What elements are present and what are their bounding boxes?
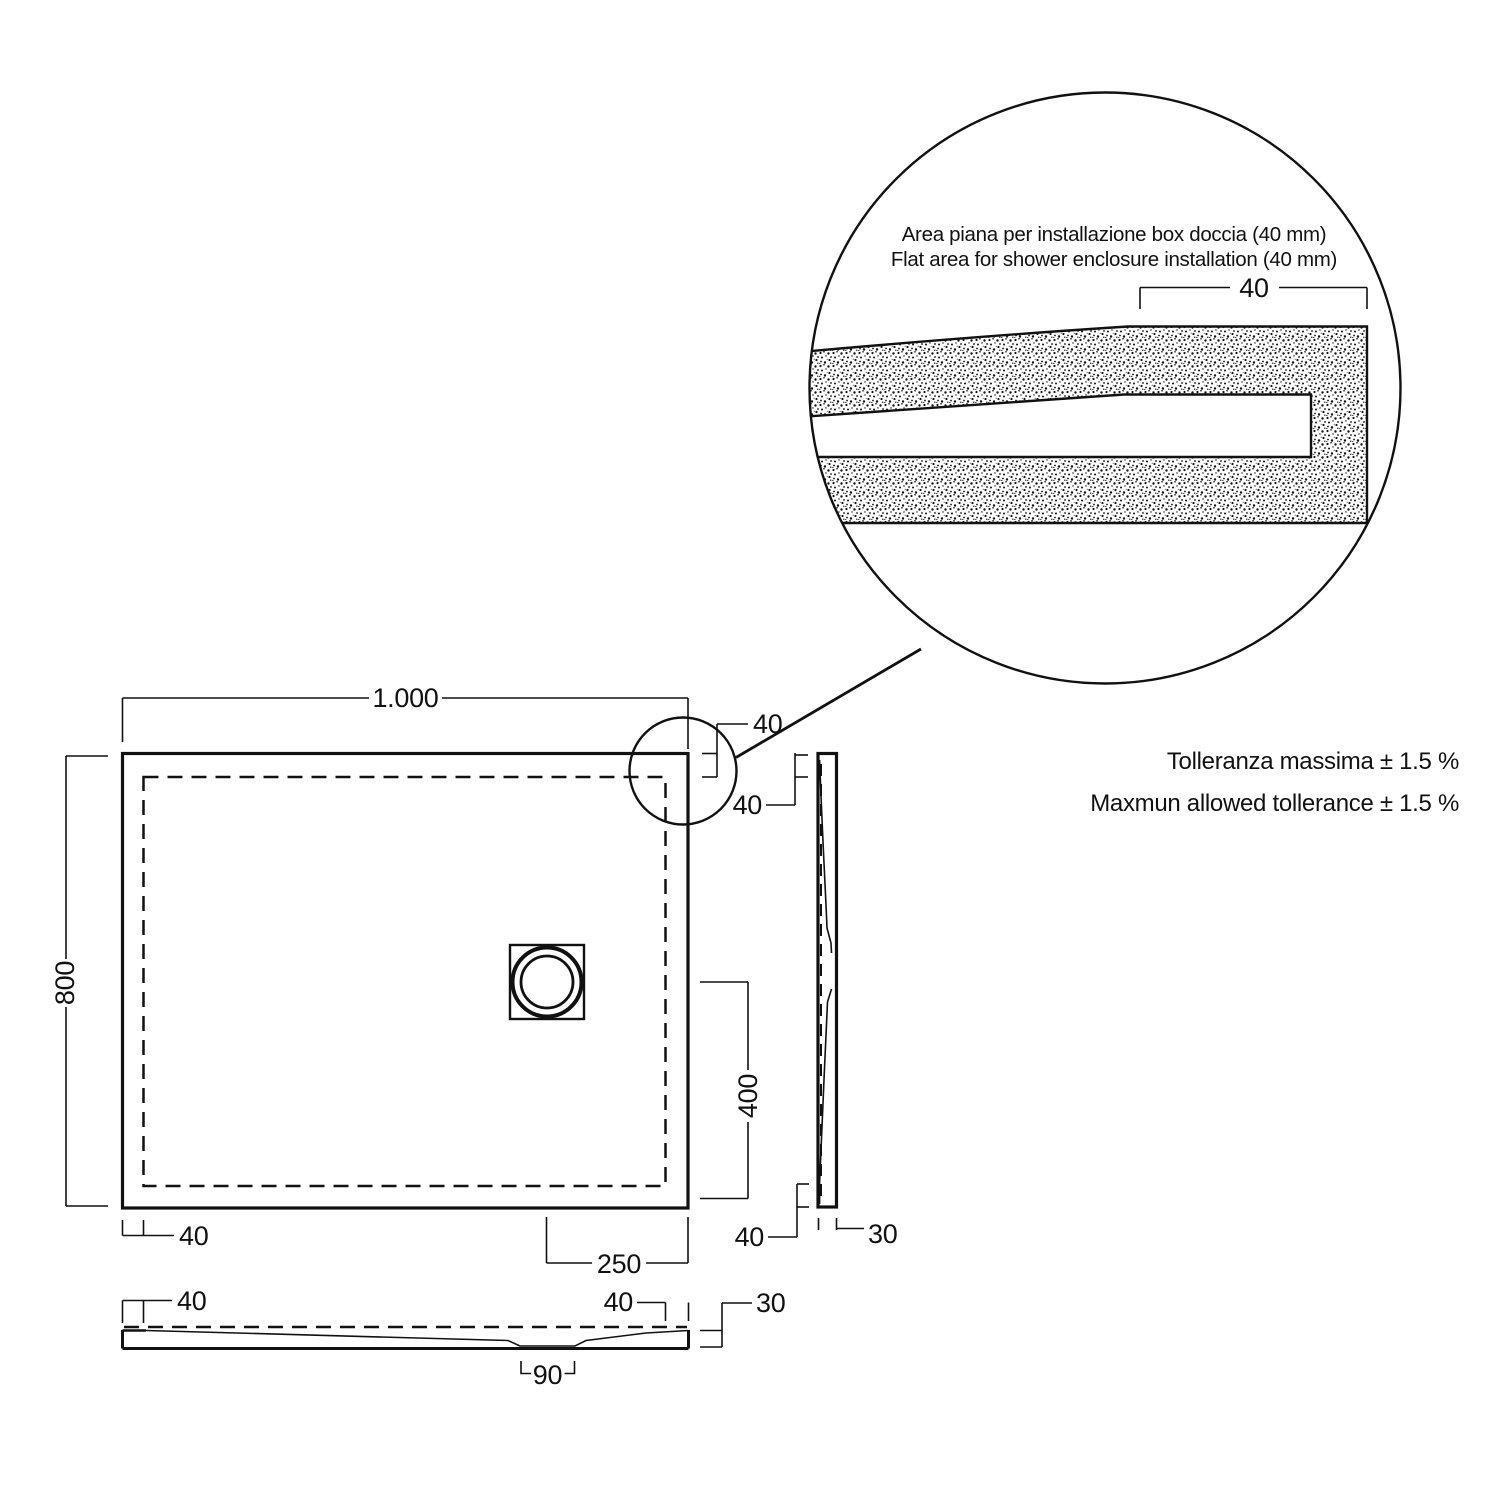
detail-note-italian: Area piana per installazione box doccia (40 mm)	[901, 223, 1327, 246]
side-thickness-dimension	[819, 1218, 898, 1249]
drain-inner-ring	[521, 956, 573, 1008]
side-bottom-flat-label: 40	[734, 1222, 764, 1252]
detail-cross-section	[800, 327, 1367, 524]
side-top-flat-label: 40	[732, 790, 762, 820]
side-view	[733, 753, 898, 1252]
detail-flat-width-label: 40	[1239, 273, 1269, 303]
dim-mark-left	[521, 1361, 531, 1374]
corner-offset-dimension	[702, 709, 782, 777]
cross-section-material	[800, 327, 1367, 524]
drain-width-dimension	[521, 1360, 575, 1390]
detail-view	[800, 93, 1401, 684]
plan-height-label: 800	[50, 960, 80, 1006]
bottom-left-flat-dimension	[123, 1286, 207, 1323]
side-bottom-flat-dimension	[735, 1184, 809, 1252]
plan-width-label: 1.000	[372, 683, 439, 713]
drain-offset-y-dimension	[700, 982, 763, 1199]
tray-inner-flat-boundary	[144, 777, 666, 1186]
drain	[510, 945, 584, 1019]
bottom-right-flat-label: 40	[603, 1287, 633, 1317]
bottom-thickness-label: 30	[756, 1288, 786, 1318]
tray-outer-edge	[123, 754, 689, 1209]
dim-mark-right	[565, 1361, 575, 1374]
border-left-label: 40	[179, 1221, 209, 1251]
border-left-dimension	[123, 1220, 209, 1251]
plan-view	[50, 683, 782, 1279]
detail-flat-width-dimension	[1140, 273, 1367, 309]
side-thickness-label: 30	[868, 1219, 898, 1249]
drain-offset-x-dimension	[547, 1217, 689, 1279]
bottom-right-flat-dimension	[604, 1287, 689, 1321]
tolerance-line-italian: Tolleranza massima ± 1.5 %	[1166, 748, 1459, 775]
drain-offset-x-label: 250	[596, 1249, 642, 1279]
plan-width-dimension	[123, 683, 689, 749]
drain-width-label: 90	[532, 1360, 563, 1390]
detail-leader-line	[736, 649, 921, 758]
plan-height-dimension	[50, 756, 108, 1206]
side-top-flat-dimension	[733, 753, 808, 820]
bottom-left-flat-label: 40	[177, 1286, 207, 1316]
tolerance-line-english: Maxmun allowed tollerance ± 1.5 %	[1090, 790, 1459, 817]
corner-offset-label: 40	[753, 709, 783, 739]
drain-outer-ring	[513, 948, 582, 1017]
drain-offset-y-label: 400	[733, 1073, 763, 1119]
profile-floor-slope	[146, 1331, 689, 1347]
bottom-view	[123, 1286, 786, 1390]
detail-note-english: Flat area for shower enclosure installation (40 mm)	[890, 248, 1338, 271]
tolerance-note	[1090, 748, 1459, 817]
detail-indicator-circle	[630, 718, 737, 825]
bottom-thickness-dimension	[700, 1288, 785, 1347]
